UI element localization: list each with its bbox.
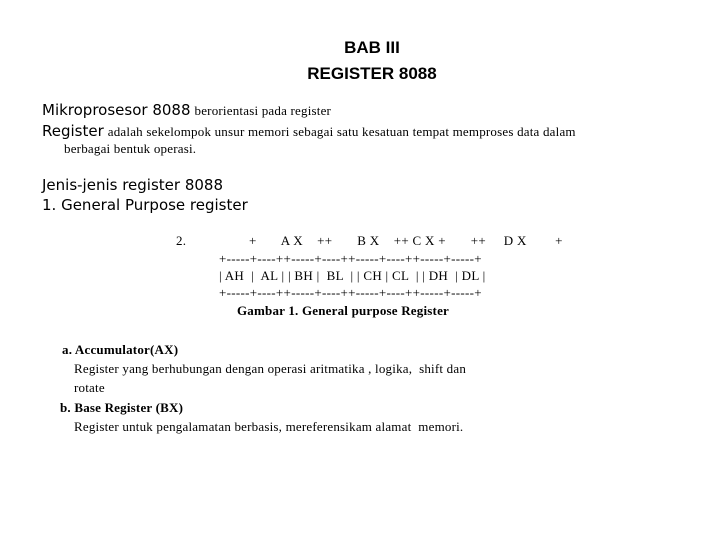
item-b-desc: Register untuk pengalamatan berbasis, mereferensikam alamat memori.: [74, 419, 464, 434]
item-b-title: b. Base Register (BX): [60, 400, 184, 415]
item-a-title: a. Accumulator(AX): [62, 342, 179, 357]
register-diagram-border-top: +-----+----++-----+----++-----+----++-----+-----+: [219, 251, 482, 266]
item-a-desc-1: Register yang berhubungan dengan operasi aritmatika , logika, shift dan: [74, 361, 467, 376]
intro-text-2: adalah sekelompok unsur memori sebagai satu kesatuan tempat memproses data dalam: [107, 124, 576, 139]
register-diagram-border-bottom: +-----+----++-----+----++-----+----++-----+-----+: [219, 285, 482, 300]
item-a-desc-2: rotate: [74, 380, 105, 395]
intro-lead-mikroprosesor: Mikroprosesor 8088: [42, 101, 191, 119]
page-title-register: REGISTER 8088: [307, 64, 437, 83]
register-diagram-cells: | AH | AL | | BH | BL | | CH | CL | | DH | DL |: [219, 268, 486, 283]
section-heading: Jenis-jenis register 8088: [42, 176, 223, 194]
diagram-number: 2.: [176, 233, 187, 248]
intro-text-1: berorientasi pada register: [194, 103, 332, 118]
intro-line-2: [42, 122, 576, 141]
page-title-chapter: BAB III: [344, 38, 400, 57]
register-diagram-row-labels: + A X ++ B X ++ C X + ++ D X +: [249, 233, 563, 248]
section-item-general-purpose: 1. General Purpose register: [42, 196, 248, 214]
intro-line-3: berbagai bentuk operasi.: [64, 141, 197, 156]
intro-lead-register: Register: [42, 122, 104, 140]
figure-caption: Gambar 1. General purpose Register: [237, 303, 450, 318]
intro-line-1: [42, 101, 331, 120]
